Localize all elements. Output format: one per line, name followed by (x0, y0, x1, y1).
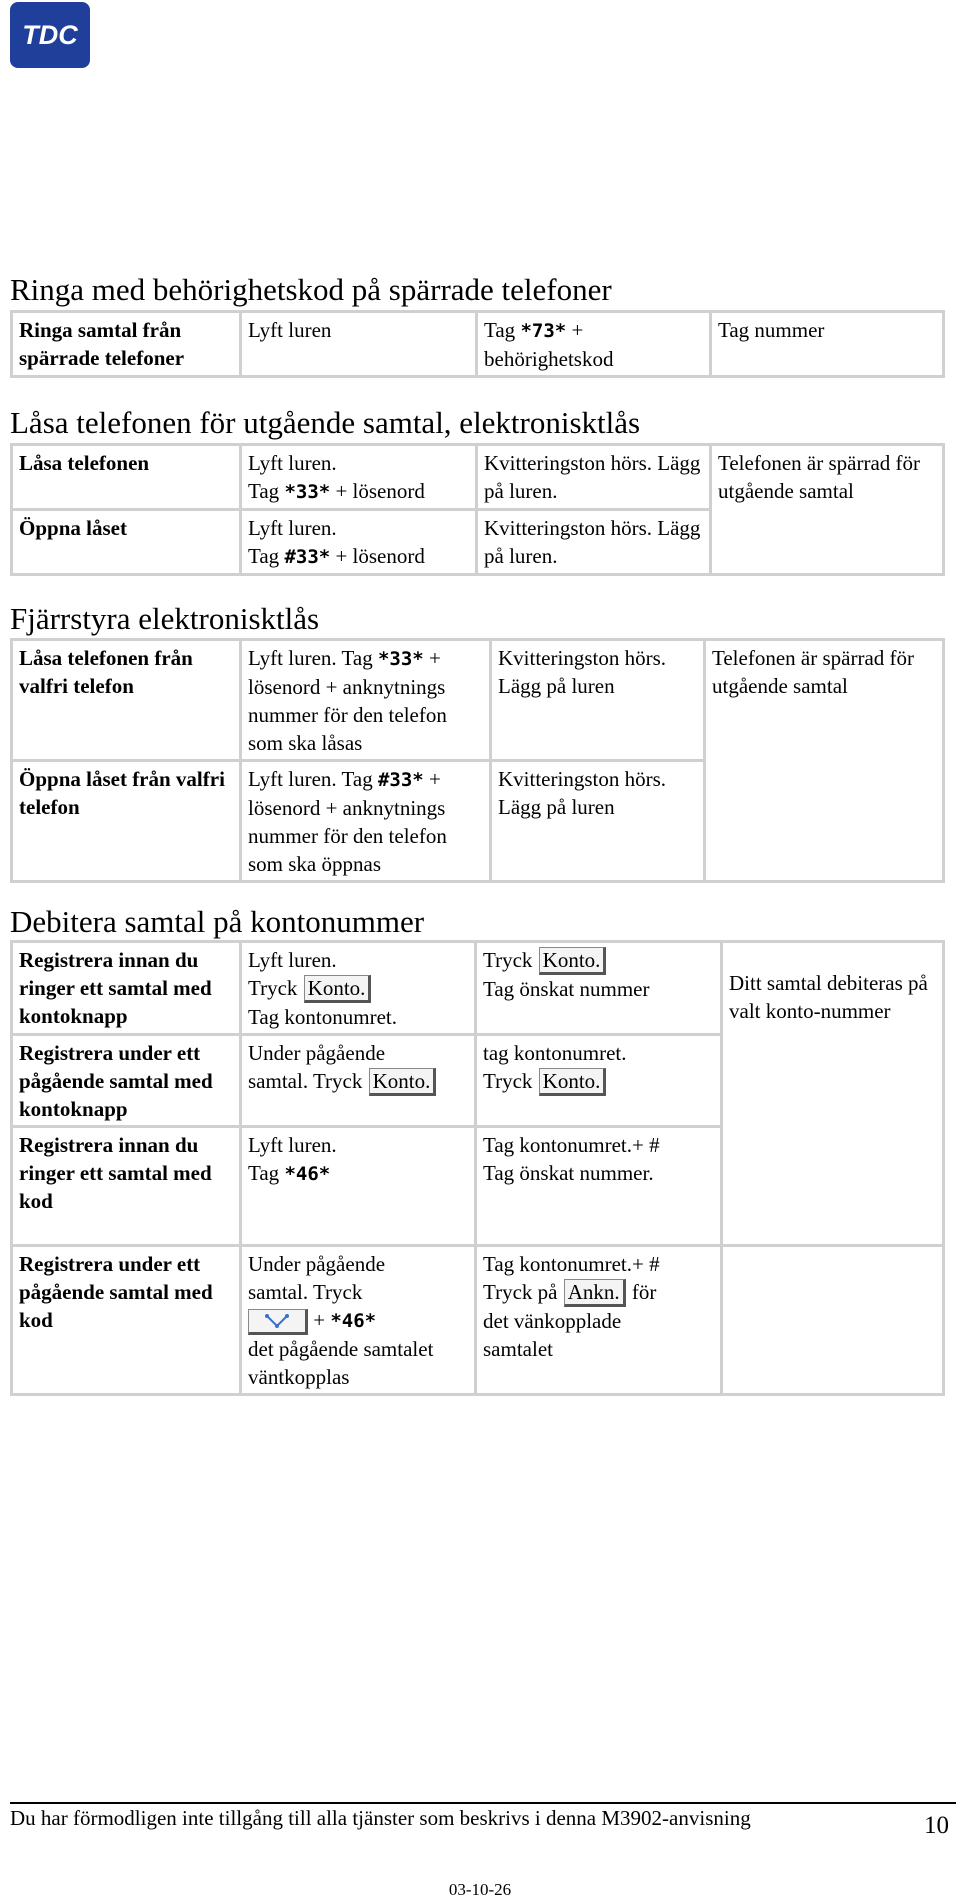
ankn-key[interactable]: Ankn. (564, 1279, 626, 1307)
cell (722, 1246, 944, 1395)
cell: Telefonen är spärrad för utgående samtal (705, 640, 944, 882)
cell: Tryck Konto. Tag önskat nummer (476, 942, 722, 1035)
cell: Kvitteringston hörs. Lägg på luren. (477, 510, 711, 575)
row-label: Öppna låset (12, 510, 241, 575)
row-label: Ringa samtal från spärrade telefoner (12, 312, 241, 377)
tdc-logo (10, 2, 90, 68)
cell: Lyft luren. Tryck Konto. Tag kontonumret. (241, 942, 476, 1035)
section-title-account-billing: Debitera samtal på kontonummer (10, 904, 425, 939)
table-account-billing (10, 940, 945, 1396)
cell: Lyft luren. Tag #33* + lösenord + anknytnings nummer för den telefon som ska öppnas (241, 761, 491, 882)
section-title-authorization: Ringa med behörighetskod på spärrade telefoner (10, 272, 612, 307)
footer-divider (10, 1802, 956, 1804)
cell: Under pågående samtal. Tryck + *46* det pågående samtalet väntkopplas (241, 1246, 476, 1395)
cell: Lyft luren. Tag *46* (241, 1127, 476, 1246)
konto-key[interactable]: Konto. (304, 975, 372, 1003)
hold-softkey[interactable] (248, 1309, 308, 1335)
table-row (12, 312, 944, 377)
cell: Lyft luren. Tag #33* + lösenord (241, 510, 477, 575)
row-label: Låsa telefonen (12, 445, 241, 510)
row-label: Öppna låset från valfri telefon (12, 761, 241, 882)
cell: Kvitteringston hörs. Lägg på luren (491, 640, 705, 761)
page-number: 10 (924, 1812, 949, 1839)
table-lock-phone (10, 443, 945, 576)
cell: Lyft luren. Tag *33* + lösenord (241, 445, 477, 510)
konto-key[interactable]: Konto. (539, 947, 607, 975)
table-remote-lock (10, 638, 945, 883)
table-row (12, 640, 944, 761)
cell: Kvitteringston hörs. Lägg på luren (491, 761, 705, 882)
row-label: Registrera under ett pågående samtal med kod (12, 1246, 241, 1395)
row-label: Låsa telefonen från valfri telefon (12, 640, 241, 761)
cell: Ditt samtal debiteras på valt konto-nummer (722, 942, 944, 1246)
cell: Tag kontonumret.+ # Tag önskat nummer. (476, 1127, 722, 1246)
section-title-remote-lock: Fjärrstyra elektronisktlås (10, 601, 320, 636)
cell: Lyft luren. Tag *33* + lösenord + anknytnings nummer för den telefon som ska låsas (241, 640, 491, 761)
cell: tag kontonumret. Tryck Konto. (476, 1035, 722, 1127)
table-row (12, 1246, 944, 1395)
table-row (12, 445, 944, 510)
cell: Telefonen är spärrad för utgående samtal (711, 445, 944, 575)
cell: Kvitteringston hörs. Lägg på luren. (477, 445, 711, 510)
table-authorization (10, 310, 945, 378)
document-date: 03-10-26 (448, 1880, 512, 1899)
section-title-lock-phone: Låsa telefonen för utgående samtal, elektronisktlås (10, 405, 641, 440)
konto-key[interactable]: Konto. (539, 1068, 607, 1096)
row-label: Registrera innan du ringer ett samtal med kontoknapp (12, 942, 241, 1035)
konto-key[interactable]: Konto. (369, 1068, 437, 1096)
row-label: Registrera under ett pågående samtal med kontoknapp (12, 1035, 241, 1127)
cell: Tag nummer (711, 312, 944, 377)
cell: Tag kontonumret.+ # Tryck på Ankn. för det vänkopplade samtalet (476, 1246, 722, 1395)
footer-note: Du har förmodligen inte tillgång till alla tjänster som beskrivs i denna M3902-anvisning (10, 1806, 751, 1830)
row-label: Registrera innan du ringer ett samtal med kod (12, 1127, 241, 1246)
logo-text: TDC (22, 19, 78, 50)
table-row (12, 942, 944, 1035)
hold-icon (265, 1313, 289, 1329)
cell: Under pågående samtal. Tryck Konto. (241, 1035, 476, 1127)
cell: Tag *73* + behörighetskod (477, 312, 711, 377)
cell: Lyft luren (241, 312, 477, 377)
